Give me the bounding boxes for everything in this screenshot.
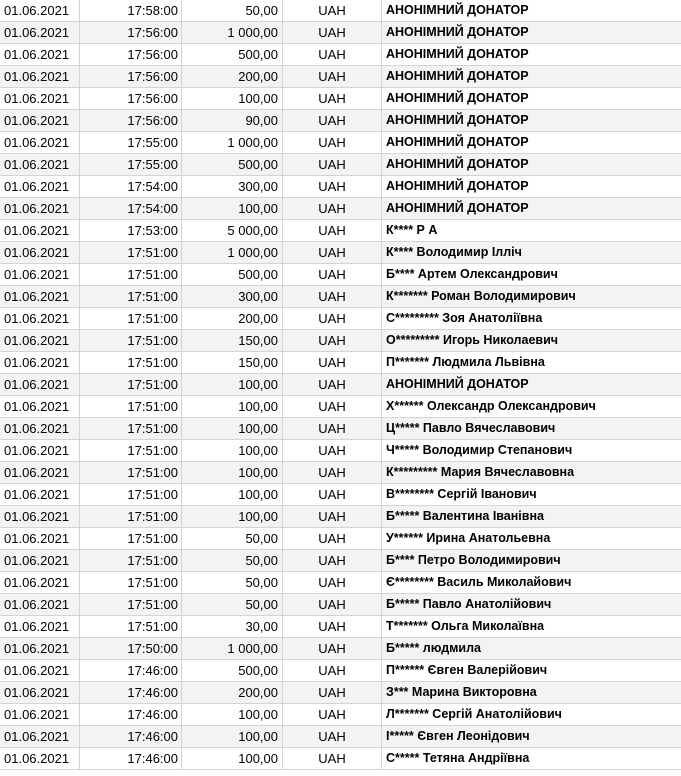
table-row[interactable] <box>0 264 681 286</box>
time-cell: 17:51:00 <box>80 396 182 417</box>
time-cell: 17:50:00 <box>80 638 182 659</box>
date-cell: 01.06.2021 <box>0 572 80 593</box>
date-cell: 01.06.2021 <box>0 704 80 725</box>
time-cell: 17:58:00 <box>80 0 182 21</box>
amount-cell: 1 000,00 <box>182 132 283 153</box>
time-cell: 17:56:00 <box>80 66 182 87</box>
donor-name-cell: Б***** людмила <box>386 641 481 655</box>
table-row[interactable] <box>0 748 681 770</box>
time-cell: 17:51:00 <box>80 550 182 571</box>
time-cell: 17:51:00 <box>80 594 182 615</box>
date-cell: 01.06.2021 <box>0 550 80 571</box>
currency-cell: UAH <box>283 506 382 527</box>
amount-cell: 150,00 <box>182 352 283 373</box>
donor-name-cell: К**** Володимир Ілліч <box>386 245 522 259</box>
donor-name-cell: В******** Сергій Іванович <box>386 487 537 501</box>
amount-cell: 100,00 <box>182 440 283 461</box>
donor-name-cell: АНОНІМНИЙ ДОНАТОР <box>386 157 529 171</box>
table-row[interactable] <box>0 374 681 396</box>
time-cell: 17:46:00 <box>80 726 182 747</box>
donor-name-cell: АНОНІМНИЙ ДОНАТОР <box>386 179 529 193</box>
currency-cell: UAH <box>283 88 382 109</box>
currency-cell: UAH <box>283 440 382 461</box>
currency-cell: UAH <box>283 638 382 659</box>
amount-cell: 50,00 <box>182 550 283 571</box>
date-cell: 01.06.2021 <box>0 220 80 241</box>
amount-cell: 90,00 <box>182 110 283 131</box>
date-cell: 01.06.2021 <box>0 418 80 439</box>
amount-cell: 100,00 <box>182 726 283 747</box>
currency-cell: UAH <box>283 66 382 87</box>
donor-name-cell: О********* Игорь Николаевич <box>386 333 559 347</box>
donor-name-cell: Х****** Олександр Олександрович <box>386 399 596 413</box>
currency-cell: UAH <box>283 396 382 417</box>
amount-cell: 300,00 <box>182 176 283 197</box>
time-cell: 17:46:00 <box>80 704 182 725</box>
amount-cell: 100,00 <box>182 88 283 109</box>
donor-name-cell: К**** Р А <box>386 223 438 237</box>
amount-cell: 5 000,00 <box>182 220 283 241</box>
amount-cell: 100,00 <box>182 374 283 395</box>
currency-cell: UAH <box>283 132 382 153</box>
table-row[interactable] <box>0 0 681 22</box>
table-row[interactable] <box>0 22 681 44</box>
table-row[interactable] <box>0 594 681 616</box>
amount-cell: 100,00 <box>182 506 283 527</box>
currency-cell: UAH <box>283 418 382 439</box>
currency-cell: UAH <box>283 264 382 285</box>
currency-cell: UAH <box>283 44 382 65</box>
table-row[interactable] <box>0 44 681 66</box>
donor-name-cell: АНОНІМНИЙ ДОНАТОР <box>386 201 529 215</box>
amount-cell: 100,00 <box>182 418 283 439</box>
table-row[interactable] <box>0 352 681 374</box>
table-row[interactable] <box>0 462 681 484</box>
table-row[interactable] <box>0 396 681 418</box>
date-cell: 01.06.2021 <box>0 660 80 681</box>
date-cell: 01.06.2021 <box>0 286 80 307</box>
amount-cell: 500,00 <box>182 154 283 175</box>
date-cell: 01.06.2021 <box>0 330 80 351</box>
donor-name-cell: Т******* Ольга Миколаївна <box>386 619 545 633</box>
table-row[interactable] <box>0 132 681 154</box>
amount-cell: 50,00 <box>182 572 283 593</box>
time-cell: 17:54:00 <box>80 198 182 219</box>
date-cell: 01.06.2021 <box>0 308 80 329</box>
amount-cell: 500,00 <box>182 44 283 65</box>
currency-cell: UAH <box>283 748 382 769</box>
date-cell: 01.06.2021 <box>0 682 80 703</box>
date-cell: 01.06.2021 <box>0 242 80 263</box>
amount-cell: 500,00 <box>182 660 283 681</box>
currency-cell: UAH <box>283 176 382 197</box>
table-row[interactable] <box>0 308 681 330</box>
table-row[interactable] <box>0 506 681 528</box>
currency-cell: UAH <box>283 220 382 241</box>
currency-cell: UAH <box>283 0 382 21</box>
currency-cell: UAH <box>283 704 382 725</box>
table-row[interactable] <box>0 440 681 462</box>
time-cell: 17:51:00 <box>80 330 182 351</box>
currency-cell: UAH <box>283 242 382 263</box>
table-row[interactable] <box>0 66 681 88</box>
table-row[interactable] <box>0 660 681 682</box>
date-cell: 01.06.2021 <box>0 198 80 219</box>
currency-cell: UAH <box>283 550 382 571</box>
currency-cell: UAH <box>283 682 382 703</box>
time-cell: 17:46:00 <box>80 682 182 703</box>
table-row[interactable] <box>0 220 681 242</box>
time-cell: 17:51:00 <box>80 616 182 637</box>
time-cell: 17:51:00 <box>80 308 182 329</box>
amount-cell: 30,00 <box>182 616 283 637</box>
donor-name-cell: Б**** Петро Володимирович <box>386 553 561 567</box>
donor-name-cell: Б***** Павло Анатолійович <box>386 597 552 611</box>
date-cell: 01.06.2021 <box>0 132 80 153</box>
table-row[interactable] <box>0 176 681 198</box>
amount-cell: 100,00 <box>182 748 283 769</box>
time-cell: 17:55:00 <box>80 154 182 175</box>
time-cell: 17:51:00 <box>80 572 182 593</box>
date-cell: 01.06.2021 <box>0 462 80 483</box>
amount-cell: 200,00 <box>182 682 283 703</box>
date-cell: 01.06.2021 <box>0 66 80 87</box>
donor-name-cell: С********* Зоя Анатоліївна <box>386 311 543 325</box>
currency-cell: UAH <box>283 110 382 131</box>
amount-cell: 150,00 <box>182 330 283 351</box>
amount-cell: 100,00 <box>182 704 283 725</box>
donor-name-cell: І***** Євген Леонідович <box>386 729 530 743</box>
time-cell: 17:51:00 <box>80 418 182 439</box>
amount-cell: 1 000,00 <box>182 638 283 659</box>
donor-name-cell: АНОНІМНИЙ ДОНАТОР <box>386 47 529 61</box>
time-cell: 17:51:00 <box>80 264 182 285</box>
date-cell: 01.06.2021 <box>0 638 80 659</box>
amount-cell: 300,00 <box>182 286 283 307</box>
currency-cell: UAH <box>283 726 382 747</box>
amount-cell: 200,00 <box>182 66 283 87</box>
donor-name-cell: Є******** Василь Миколайович <box>386 575 572 589</box>
donor-name-cell: З*** Марина Викторовна <box>386 685 537 699</box>
amount-cell: 50,00 <box>182 594 283 615</box>
table-row[interactable] <box>0 88 681 110</box>
donor-name-cell: АНОНІМНИЙ ДОНАТОР <box>386 69 529 83</box>
donor-name-cell: АНОНІМНИЙ ДОНАТОР <box>386 135 529 149</box>
date-cell: 01.06.2021 <box>0 176 80 197</box>
table-row[interactable] <box>0 110 681 132</box>
time-cell: 17:46:00 <box>80 748 182 769</box>
time-cell: 17:54:00 <box>80 176 182 197</box>
time-cell: 17:56:00 <box>80 22 182 43</box>
amount-cell: 100,00 <box>182 484 283 505</box>
currency-cell: UAH <box>283 308 382 329</box>
amount-cell: 500,00 <box>182 264 283 285</box>
amount-cell: 200,00 <box>182 308 283 329</box>
currency-cell: UAH <box>283 572 382 593</box>
donor-name-cell: АНОНІМНИЙ ДОНАТОР <box>386 3 529 17</box>
time-cell: 17:56:00 <box>80 110 182 131</box>
currency-cell: UAH <box>283 616 382 637</box>
date-cell: 01.06.2021 <box>0 0 80 21</box>
currency-cell: UAH <box>283 660 382 681</box>
time-cell: 17:53:00 <box>80 220 182 241</box>
time-cell: 17:51:00 <box>80 352 182 373</box>
currency-cell: UAH <box>283 330 382 351</box>
currency-cell: UAH <box>283 594 382 615</box>
table-row[interactable] <box>0 242 681 264</box>
donor-name-cell: Б**** Артем Олександрович <box>386 267 558 281</box>
time-cell: 17:51:00 <box>80 374 182 395</box>
amount-cell: 50,00 <box>182 0 283 21</box>
amount-cell: 100,00 <box>182 396 283 417</box>
date-cell: 01.06.2021 <box>0 440 80 461</box>
currency-cell: UAH <box>283 198 382 219</box>
time-cell: 17:51:00 <box>80 484 182 505</box>
table-row[interactable] <box>0 638 681 660</box>
date-cell: 01.06.2021 <box>0 396 80 417</box>
date-cell: 01.06.2021 <box>0 22 80 43</box>
currency-cell: UAH <box>283 374 382 395</box>
time-cell: 17:56:00 <box>80 44 182 65</box>
time-cell: 17:51:00 <box>80 462 182 483</box>
table-row[interactable] <box>0 726 681 748</box>
donor-name-cell: АНОНІМНИЙ ДОНАТОР <box>386 377 529 391</box>
table-row[interactable] <box>0 682 681 704</box>
date-cell: 01.06.2021 <box>0 594 80 615</box>
time-cell: 17:55:00 <box>80 132 182 153</box>
table-row[interactable] <box>0 484 681 506</box>
date-cell: 01.06.2021 <box>0 484 80 505</box>
donor-name-cell: П******* Людмила Львівна <box>386 355 545 369</box>
table-row[interactable] <box>0 572 681 594</box>
date-cell: 01.06.2021 <box>0 352 80 373</box>
donor-name-cell: Л******* Сергій Анатолійович <box>386 707 562 721</box>
date-cell: 01.06.2021 <box>0 374 80 395</box>
donor-name-cell: Б***** Валентина Іванівна <box>386 509 544 523</box>
time-cell: 17:51:00 <box>80 528 182 549</box>
table-row[interactable] <box>0 616 681 638</box>
table-row[interactable] <box>0 704 681 726</box>
amount-cell: 100,00 <box>182 198 283 219</box>
donor-name-cell: С***** Тетяна Андріївна <box>386 751 530 765</box>
currency-cell: UAH <box>283 286 382 307</box>
table-row[interactable] <box>0 154 681 176</box>
currency-cell: UAH <box>283 528 382 549</box>
currency-cell: UAH <box>283 22 382 43</box>
date-cell: 01.06.2021 <box>0 110 80 131</box>
amount-cell: 1 000,00 <box>182 242 283 263</box>
donor-name-cell: АНОНІМНИЙ ДОНАТОР <box>386 91 529 105</box>
currency-cell: UAH <box>283 484 382 505</box>
amount-cell: 1 000,00 <box>182 22 283 43</box>
donor-name-cell: Ч***** Володимир Степанович <box>386 443 573 457</box>
table-row[interactable] <box>0 286 681 308</box>
donor-name-cell: К******* Роман Володимирович <box>386 289 576 303</box>
table-row[interactable] <box>0 528 681 550</box>
date-cell: 01.06.2021 <box>0 154 80 175</box>
currency-cell: UAH <box>283 154 382 175</box>
date-cell: 01.06.2021 <box>0 264 80 285</box>
table-row[interactable] <box>0 330 681 352</box>
time-cell: 17:51:00 <box>80 286 182 307</box>
date-cell: 01.06.2021 <box>0 88 80 109</box>
table-row[interactable] <box>0 418 681 440</box>
currency-cell: UAH <box>283 352 382 373</box>
time-cell: 17:46:00 <box>80 660 182 681</box>
date-cell: 01.06.2021 <box>0 528 80 549</box>
currency-cell: UAH <box>283 462 382 483</box>
amount-cell: 50,00 <box>182 528 283 549</box>
donor-name-cell: К********* Мария Вячеславовна <box>386 465 575 479</box>
time-cell: 17:51:00 <box>80 440 182 461</box>
time-cell: 17:51:00 <box>80 242 182 263</box>
amount-cell: 100,00 <box>182 462 283 483</box>
table-row[interactable] <box>0 198 681 220</box>
donor-name-cell: П****** Євген Валерійович <box>386 663 548 677</box>
table-row[interactable] <box>0 550 681 572</box>
donor-name-cell: У****** Ирина Анатольевна <box>386 531 551 545</box>
donor-name-cell: АНОНІМНИЙ ДОНАТОР <box>386 25 529 39</box>
donor-name-cell: Ц***** Павло Вячеславович <box>386 421 556 435</box>
date-cell: 01.06.2021 <box>0 748 80 769</box>
date-cell: 01.06.2021 <box>0 506 80 527</box>
time-cell: 17:51:00 <box>80 506 182 527</box>
donor-name-cell: АНОНІМНИЙ ДОНАТОР <box>386 113 529 127</box>
time-cell: 17:56:00 <box>80 88 182 109</box>
date-cell: 01.06.2021 <box>0 616 80 637</box>
date-cell: 01.06.2021 <box>0 44 80 65</box>
date-cell: 01.06.2021 <box>0 726 80 747</box>
